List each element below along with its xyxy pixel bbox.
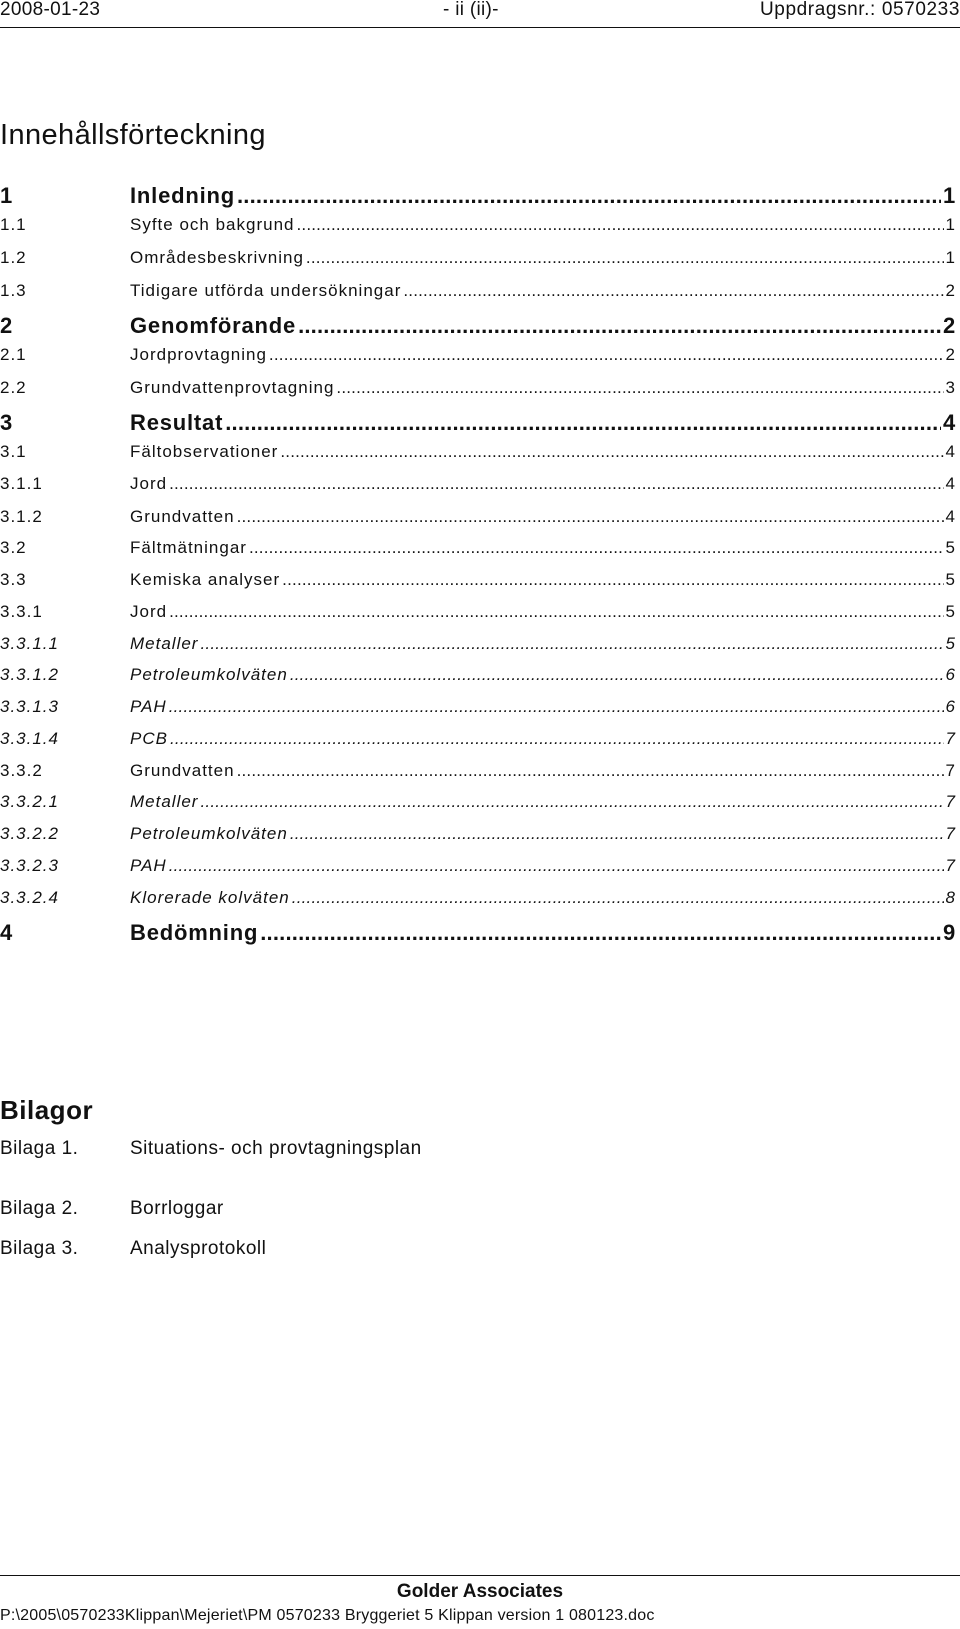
toc-entry	[0, 729, 956, 751]
toc-dot-leader	[237, 761, 944, 782]
page-header	[0, 0, 960, 20]
toc-dot-leader	[200, 792, 943, 813]
toc-dot-leader	[290, 824, 944, 845]
toc-entry-title: Områdesbeskrivning	[130, 248, 304, 267]
toc-entry	[0, 378, 956, 400]
toc-entry-title: Inledning	[130, 183, 235, 208]
toc-entry	[0, 570, 956, 592]
toc-entry	[0, 474, 956, 496]
toc-entry-number: 3.3.2.2	[0, 824, 59, 843]
toc-entry-title: Tidigare utförda undersökningar	[130, 281, 402, 300]
toc-entry-page: 3	[945, 378, 956, 397]
toc-entry-number: 1.2	[0, 248, 27, 267]
toc-entry-title: Resultat	[130, 410, 224, 435]
toc-entry-title: Fältobservationer	[130, 442, 279, 461]
toc-entry-page: 8	[945, 888, 956, 907]
appendix-text: Borrloggar	[130, 1198, 224, 1219]
toc-entry	[0, 248, 956, 270]
toc-entry-number: 1.1	[0, 215, 27, 234]
toc-entry-title: PAH	[130, 697, 167, 716]
toc-dot-leader	[403, 281, 943, 302]
toc-entry	[0, 856, 956, 878]
toc-entry	[0, 665, 956, 687]
toc-entry-page: 5	[945, 570, 956, 589]
header-page-number: - ii (ii)-	[443, 0, 499, 20]
toc-entry-page: 1	[945, 248, 956, 267]
toc-entry-title: Genomförande	[130, 313, 297, 338]
toc-entry-title: Grundvatten	[130, 761, 235, 780]
toc-dot-leader	[237, 507, 944, 528]
toc-entry-title: Metaller	[130, 634, 199, 653]
toc-entry	[0, 281, 956, 303]
toc-entry	[0, 697, 956, 719]
toc-entry-number: 3.3.2.3	[0, 856, 59, 875]
header-date: 2008-01-23	[0, 0, 101, 20]
toc-dot-leader	[298, 313, 941, 341]
toc-entry-number: 1	[0, 183, 14, 208]
toc-dot-leader	[170, 729, 944, 750]
toc-entry-number: 1.3	[0, 281, 27, 300]
toc-entry-page: 1	[945, 215, 956, 234]
toc-dot-leader	[169, 474, 943, 495]
toc-entry	[0, 634, 956, 656]
toc-entry-page: 7	[945, 729, 956, 748]
footer-divider	[0, 1575, 960, 1576]
toc-dot-leader	[269, 345, 944, 366]
toc-entry	[0, 215, 956, 237]
appendix-text: Situations- och provtagningsplan	[130, 1138, 422, 1159]
toc-entry-page: 2	[942, 313, 956, 338]
toc-entry	[0, 313, 956, 339]
toc-title: Innehållsförteckning	[0, 119, 266, 151]
toc-entry-page: 5	[945, 538, 956, 557]
toc-entry-title: Bedömning	[130, 920, 259, 945]
toc-dot-leader	[249, 538, 944, 559]
toc-dot-leader	[292, 888, 944, 909]
toc-dot-leader	[169, 602, 943, 623]
toc-entry-page: 2	[945, 281, 956, 300]
toc-entry	[0, 442, 956, 464]
toc-entry	[0, 538, 956, 560]
toc-entry-page: 7	[945, 792, 956, 811]
toc-entry-page: 6	[945, 665, 956, 684]
toc-entry-page: 7	[945, 856, 956, 875]
toc-dot-leader	[336, 378, 943, 399]
toc-entry-title: Jordprovtagning	[130, 345, 267, 364]
toc-entry	[0, 792, 956, 814]
toc-entry-number: 3.1.2	[0, 507, 43, 526]
toc-entry-page: 4	[945, 507, 956, 526]
toc-entry-number: 4	[0, 920, 14, 945]
toc-entry-page: 4	[942, 410, 956, 435]
toc-entry-number: 3.3.2.4	[0, 888, 59, 907]
header-assignment-number: Uppdragsnr.: 0570233	[759, 0, 960, 20]
toc-entry-title: Metaller	[130, 792, 199, 811]
toc-entry-page: 9	[942, 920, 956, 945]
toc-dot-leader	[200, 634, 943, 655]
toc-entry-number: 3.2	[0, 538, 27, 557]
toc-entry-page: 5	[945, 602, 956, 621]
appendix-label: Bilaga 3.	[0, 1238, 79, 1259]
toc-entry-number: 3.3.1.3	[0, 697, 59, 716]
toc-entry-number: 3.3.1	[0, 602, 43, 621]
toc-entry-title: Jord	[130, 602, 168, 621]
toc-entry-page: 4	[945, 474, 956, 493]
toc-entry-title: Grundvattenprovtagning	[130, 378, 335, 397]
toc-entry-number: 2	[0, 313, 14, 338]
appendix-label: Bilaga 2.	[0, 1198, 79, 1219]
toc-entry	[0, 507, 956, 529]
header-divider	[0, 27, 960, 28]
toc-dot-leader	[296, 215, 943, 236]
toc-entry-title: Kemiska analyser	[130, 570, 281, 589]
toc-entry	[0, 888, 956, 910]
toc-entry-title: Petroleumkolväten	[130, 824, 288, 843]
toc-dot-leader	[282, 570, 943, 591]
footer-file-path: P:\2005\0570233Klippan\Mejeriet\PM 0570233 Bryggeriet 5 Klippan version 1 080123.doc	[0, 1607, 655, 1624]
toc-entry-title: Petroleumkolväten	[130, 665, 288, 684]
toc-entry	[0, 761, 956, 783]
appendices-title: Bilagor	[0, 1095, 94, 1125]
toc-entry-page: 4	[945, 442, 956, 461]
toc-entry-title: Grundvatten	[130, 507, 235, 526]
toc-dot-leader	[260, 920, 941, 948]
toc-entry-number: 3.3	[0, 570, 27, 589]
toc-entry	[0, 183, 956, 209]
toc-entry-number: 3	[0, 410, 14, 435]
toc-entry-title: PCB	[130, 729, 168, 748]
toc-dot-leader	[169, 856, 944, 877]
toc-entry-title: Klorerade kolväten	[130, 888, 290, 907]
toc-entry	[0, 824, 956, 846]
toc-entry-page: 7	[945, 761, 956, 780]
toc-dot-leader	[280, 442, 943, 463]
toc-dot-leader	[306, 248, 944, 269]
toc-entry-title: PAH	[130, 856, 167, 875]
toc-entry-title: Jord	[130, 474, 168, 493]
toc-entry-title: Syfte och bakgrund	[130, 215, 295, 234]
toc-entry	[0, 920, 956, 946]
toc-entry-number: 2.1	[0, 345, 27, 364]
toc-entry-page: 6	[945, 697, 956, 716]
toc-entry-number: 3.1.1	[0, 474, 43, 493]
toc-entry-page: 7	[945, 824, 956, 843]
footer-company: Golder Associates	[396, 1581, 564, 1602]
toc-entry	[0, 410, 956, 436]
toc-entry-number: 2.2	[0, 378, 27, 397]
toc-dot-leader	[225, 410, 941, 438]
appendix-text: Analysprotokoll	[130, 1238, 267, 1259]
toc-dot-leader	[290, 665, 944, 686]
toc-entry	[0, 602, 956, 624]
toc-entry-number: 3.3.2.1	[0, 792, 59, 811]
toc-entry-page: 2	[945, 345, 956, 364]
toc-entry-number: 3.3.1.1	[0, 634, 59, 653]
toc-dot-leader	[169, 697, 944, 718]
toc-entry-title: Fältmätningar	[130, 538, 247, 557]
toc-entry-page: 5	[945, 634, 956, 653]
toc-entry-page: 1	[942, 183, 956, 208]
appendix-label: Bilaga 1.	[0, 1138, 79, 1159]
toc-entry	[0, 345, 956, 367]
toc-entry-number: 3.3.1.4	[0, 729, 59, 748]
toc-entry-number: 3.3.2	[0, 761, 43, 780]
toc-dot-leader	[237, 183, 941, 211]
toc-entry-number: 3.1	[0, 442, 27, 461]
toc-entry-number: 3.3.1.2	[0, 665, 59, 684]
